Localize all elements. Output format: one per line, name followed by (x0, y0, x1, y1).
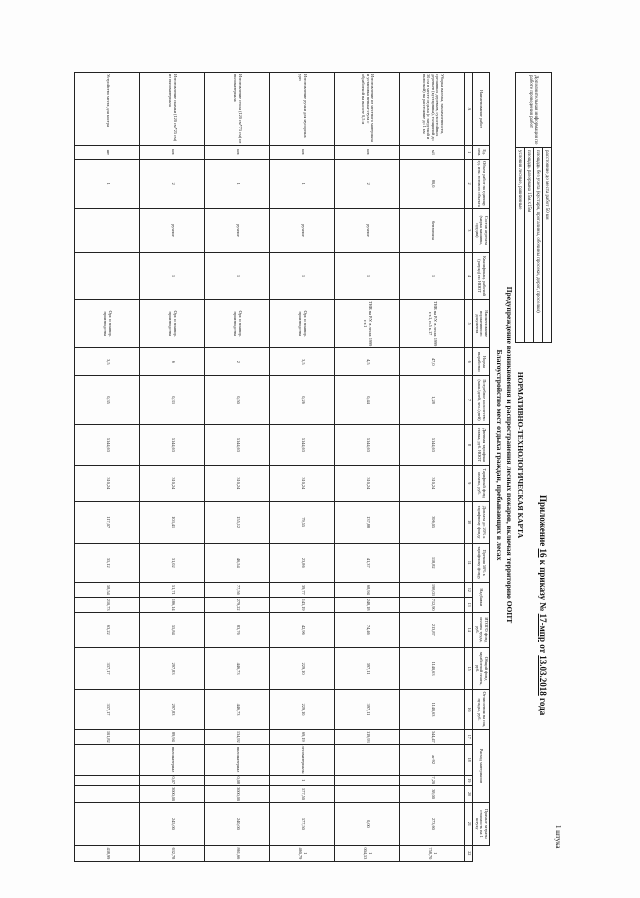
table-cell-need: 0,33 (140, 376, 205, 425)
col-header: Наименование нормативного документа (473, 299, 490, 348)
column-number: 3 (465, 208, 473, 252)
table-cell-skill (75, 253, 140, 300)
table-cell-s1: 210,73 (75, 597, 140, 612)
table-cell-prem: 198,03 (400, 582, 465, 597)
table-cell-tariff: 103,41 (140, 501, 205, 543)
table-cell-norm: 47,0 (400, 348, 465, 376)
table-cell-bonus: 23,86 (270, 543, 335, 582)
table-cell-tariff: 117,07 (75, 501, 140, 543)
table-cell-q: 0,07 (140, 775, 205, 786)
table-cell-cost: 861,66 (205, 845, 270, 861)
table-cell-prem: 77,56 (205, 582, 270, 597)
table-cell-p: 3000,00 (140, 786, 205, 803)
column-number: 14 (465, 612, 473, 647)
table-cell-equipment: ручное (335, 208, 400, 252)
table-cell-s2: 42,96 (270, 612, 335, 647)
table-cell-name: Уборка валежа, захламленности, срезанных деревьев, сухостойных деревьев (кустарника), толщиной до 30 см в месте отдыха (с загрузкой и вывозкой) на расстояние до 1 км (400, 73, 465, 146)
table-cell-fot: 397,11 (335, 648, 400, 690)
table-cell-norm: 6 (140, 348, 205, 376)
table-cell-unit: шт. (270, 146, 335, 160)
table-cell-s1: 712,90 (400, 597, 465, 612)
table-cell-total: 397,11 (335, 690, 400, 730)
table-cell-total: 229,10 (270, 690, 335, 730)
col-header: Расход материалов (473, 729, 490, 802)
table-cell-unit: шт (75, 146, 140, 160)
table-cell-equipment: ручное (140, 208, 205, 252)
table-cell-sum: 273,60 (400, 803, 465, 846)
table-cell-q (75, 775, 140, 786)
table-cell-s1: 143,19 (270, 597, 335, 612)
header-row (473, 73, 490, 862)
column-number: 11 (465, 543, 473, 582)
col-header: Наименование работ (473, 73, 490, 146)
table-cell-mat: лесоматериалы (270, 744, 335, 775)
col-header: Ед. изм. (473, 146, 490, 160)
table-cell-p: 3000,00 (205, 786, 270, 803)
table-cell-bonus: 41,37 (335, 543, 400, 582)
table-cell-tariff: 79,55 (270, 501, 335, 543)
table-cell-tariff: 137,88 (335, 501, 400, 543)
table-cell-prem: 39,77 (270, 582, 335, 597)
table-cell-sum: 240,00 (205, 803, 270, 846)
column-number: 2 (465, 159, 473, 208)
page-number: 1 штука (554, 825, 562, 849)
table-cell-ded: 89,94 (140, 729, 205, 744)
table-cell-norm: 3,5 (75, 348, 140, 376)
column-number: 19 (465, 775, 473, 786)
table-cell-doc: ТНВ на Р.У. в лесах 1999 г.т.1 (335, 299, 400, 348)
table-cell-need: 0,26 (270, 376, 335, 425)
table-cell-cost: 1 460,79 (270, 845, 335, 861)
col-header: Прямые затраты стоимость на 1 штуку (473, 803, 490, 846)
table-cell-total: 1140,63 (400, 690, 465, 730)
table-cell-p: 38,00 (400, 786, 465, 803)
table-cell-tariff: 155,12 (205, 501, 270, 543)
info-value: расстояние до места работ 50 км (543, 148, 552, 343)
table-cell-bonus: 46,54 (205, 543, 270, 582)
table-row (205, 73, 270, 862)
table-cell-doc: ТНВ на Р.У. в лесах 1999 г.т.1, п.5 к.17 (400, 299, 465, 348)
table-cell-mat (335, 744, 400, 775)
table-cell-p: 577,50 (270, 786, 335, 803)
column-number: 13 (465, 597, 473, 612)
table-cell-wage: 310,24 (75, 465, 140, 501)
table-cell-skill: 1 (205, 253, 270, 300)
col-header: ИТОГО фонд оплаты труда, руб. (473, 612, 490, 647)
col-header: Потребное количество (маш./дней, чел./дней) (473, 376, 490, 425)
col-header: Общий фонд заработной платы, руб. (473, 648, 490, 690)
table-cell-base: 5144,63 (400, 424, 465, 465)
column-number: 15 (465, 648, 473, 690)
table-cell-wage: 310,24 (270, 465, 335, 501)
table-cell-name: Изготовление скамьи (120 см*25 см) из пиломатериала (140, 73, 205, 146)
table-cell-tariff: 396,05 (400, 501, 465, 543)
column-number: 21 (465, 803, 473, 846)
table-cell-mat: ж-92 (400, 744, 465, 775)
table-cell-skill: 1 (270, 253, 335, 300)
column-number: 9 (465, 465, 473, 501)
table-cell-name: Устройство места для костра (75, 73, 140, 146)
table-cell-total: 446,73 (205, 690, 270, 730)
column-number: 5 (465, 299, 473, 348)
table-cell-cost: 1 004,53 (335, 845, 400, 861)
col-header: Объем работ на единицу ед. изм. готового объекта (473, 159, 490, 208)
table-cell-norm: 2 (205, 348, 270, 376)
table-row (400, 73, 465, 862)
table-cell-fot: 446,73 (205, 648, 270, 690)
table-cell-s1: 248,18 (335, 597, 400, 612)
table-cell-volume: 2 (335, 159, 400, 208)
table-cell-prem: 51,71 (140, 582, 205, 597)
norm-table (75, 72, 491, 862)
table-cell-base: 5144,63 (75, 424, 140, 465)
table-cell-name: Изготовление стола (120 см*75 см) из пиломатериала (205, 73, 270, 146)
table-row (335, 73, 400, 862)
table-cell-base: 5144,63 (140, 424, 205, 465)
annex-date: 13.03.2018 (538, 655, 548, 696)
annex-number: 16 (538, 548, 548, 558)
table-cell-mat: пиломатериал (140, 744, 205, 775)
table-cell-s2: 55,84 (140, 612, 205, 647)
table-cell-equipment: ручное (205, 208, 270, 252)
column-number: 1 (465, 146, 473, 160)
table-cell-ded: 101,82 (75, 729, 140, 744)
table-cell-need: 0,35 (75, 376, 140, 425)
doc-subtitle-2: Благоустройство мест отдыха граждан, пребывающих в лесах (495, 349, 504, 561)
table-row (75, 73, 140, 862)
table-cell-q: 1 (270, 775, 335, 786)
column-number: 12 (465, 582, 473, 597)
table-cell-need: 0,50 (205, 376, 270, 425)
table-cell-s2: 213,87 (400, 612, 465, 647)
table-cell-cost: 438,99 (75, 845, 140, 861)
column-number: 22 (465, 845, 473, 861)
column-number: А (465, 73, 473, 146)
info-value: площадь разорвана 15м.х15м (525, 148, 534, 343)
table-cell-fot: 337,17 (75, 648, 140, 690)
table-cell-unit: шт. (140, 146, 205, 160)
table-cell-sum: 577,50 (270, 803, 335, 846)
doc-subtitle: Предупреждение возникновения и распространения лесных пожаров, включая территорию ООПТ (505, 286, 514, 624)
column-number: 8 (465, 424, 473, 465)
annex-line (538, 495, 548, 715)
rotated-page (70, 40, 570, 870)
doc-title: НОРМАТИВНО-ТЕХНОЛОГИЧЕСКАЯ КАРТА (516, 371, 525, 539)
annex-from: от (538, 644, 548, 654)
table-cell-base: 5144,63 (205, 424, 270, 465)
col-header: Дневная тарифная ставка, руб. НООТ (473, 424, 490, 465)
col-header: Надбавки (473, 582, 490, 612)
table-cell-base: 5144,63 (335, 424, 400, 465)
table-cell-s2: 63,22 (75, 612, 140, 647)
table-cell-bonus: 35,12 (75, 543, 140, 582)
col-header: Отчисления на соц. нужды, руб. (473, 690, 490, 730)
table-cell-bonus: 31,02 (140, 543, 205, 582)
table-cell-name: Изготовление ручки для мусорных урн (270, 73, 335, 146)
table-cell-s1: 279,22 (205, 597, 270, 612)
info-value: условия лесные, равнинные (516, 148, 525, 343)
table-cell-q: 7,20 (400, 775, 465, 786)
table-cell-ded: 69,19 (270, 729, 335, 744)
table-cell-fot: 229,10 (270, 648, 335, 690)
annex-suffix: года (538, 698, 548, 716)
column-number: 16 (465, 690, 473, 730)
column-number: 4 (465, 253, 473, 300)
table-cell-mat (75, 744, 140, 775)
col-header: Норма выработки (473, 348, 490, 376)
table-cell-sum: 245,00 (140, 803, 205, 846)
table-cell-sum (75, 803, 140, 846)
col-header: Состав агрегата (марка машины, орудия) (473, 208, 490, 252)
table-cell-doc: Орг. и планир. производства (75, 299, 140, 348)
col-header: Тарифный фонд оплаты, руб. (473, 465, 490, 501)
table-cell-s2: 74,46 (335, 612, 400, 647)
annex-mid: к приказу № (538, 559, 548, 612)
table-cell-wage: 310,24 (335, 465, 400, 501)
table-cell-q (335, 775, 400, 786)
table-cell-total: 297,83 (140, 690, 205, 730)
table-cell-name: Изготовление из местного материала и установка пенька-стула с обработкой на высоте 0,5 м (335, 73, 400, 146)
table-cell-unit: шт. (205, 146, 270, 160)
table-cell-prem: 58,54 (75, 582, 140, 597)
table-cell-wage: 310,24 (140, 465, 205, 501)
annex-prefix: Приложение (538, 495, 548, 547)
table-cell-p (75, 786, 140, 803)
table-cell-fot: 297,83 (140, 648, 205, 690)
table-cell-norm: 4,5 (335, 348, 400, 376)
info-key: Дополнительная информация по работе проведения работ (516, 73, 552, 148)
table-cell-doc: Орг. и планир. производства (140, 299, 205, 348)
column-number: 18 (465, 744, 473, 775)
table-cell-equipment: ручное (270, 208, 335, 252)
table-cell-norm: 3,5 (270, 348, 335, 376)
column-number: 20 (465, 786, 473, 803)
table-cell-equipment: бензопила (400, 208, 465, 252)
table-cell-wage: 310,24 (400, 465, 465, 501)
table-cell-ded: 134,92 (205, 729, 270, 744)
table-cell-base: 5144,63 (270, 424, 335, 465)
table-cell-ded: 344,47 (400, 729, 465, 744)
table-cell-prem: 68,94 (335, 582, 400, 597)
table-cell-skill: 1 (140, 253, 205, 300)
table-cell-cost: 1 758,70 (400, 845, 465, 861)
table-cell-volume: 80,0 (400, 159, 465, 208)
table-cell-equipment (75, 208, 140, 252)
table-row (270, 73, 335, 862)
table-cell-cost: 632,78 (140, 845, 205, 861)
table-cell-s1: 186,14 (140, 597, 205, 612)
table-cell-volume: 2 (140, 159, 205, 208)
table-cell-total: 337,17 (75, 690, 140, 730)
column-numbers-row (465, 73, 473, 862)
info-value: площадь без учета (кустарн, прогалины, обочины просеки, дорог, проселки) (534, 148, 543, 343)
table-cell-s2: 83,76 (205, 612, 270, 647)
table-cell-fot: 1140,63 (400, 648, 465, 690)
table-cell-skill: 1 (335, 253, 400, 300)
table-cell-mat: пиломатериал (205, 744, 270, 775)
table-cell-volume: 1 (205, 159, 270, 208)
column-number: 17 (465, 729, 473, 744)
table-cell-volume: 1 (75, 159, 140, 208)
table-cell-wage: 310,24 (205, 465, 270, 501)
table-cell-doc: Орг. и планир. производства (270, 299, 335, 348)
table-cell-p (335, 786, 400, 803)
table-cell-q: 0,08 (205, 775, 270, 786)
column-number: 7 (465, 376, 473, 425)
table-cell-volume: 1 (270, 159, 335, 208)
table-row (140, 73, 205, 862)
annex-order: 17-мпр (538, 613, 548, 642)
col-header: Квалификац. рабочий (разряд) по НООТ (473, 253, 490, 300)
table-cell-unit: шт. (335, 146, 400, 160)
column-number: 10 (465, 501, 473, 543)
table-cell-ded: 119,93 (335, 729, 400, 744)
table-cell-skill: 1 (400, 253, 465, 300)
table-cell-unit: м3 (400, 146, 465, 160)
table-cell-need: 0,44 (335, 376, 400, 425)
table-cell-doc: Орг. и планир. производства (205, 299, 270, 348)
table-cell-need: 1,28 (400, 376, 465, 425)
col-header: Премия 50% к тарифному фонду (473, 543, 490, 582)
col-header: Доплата до 20% к тарифному фонду (473, 501, 490, 543)
table-cell-sum: 0,00 (335, 803, 400, 846)
column-number: 6 (465, 348, 473, 376)
table-cell-bonus: 118,82 (400, 543, 465, 582)
